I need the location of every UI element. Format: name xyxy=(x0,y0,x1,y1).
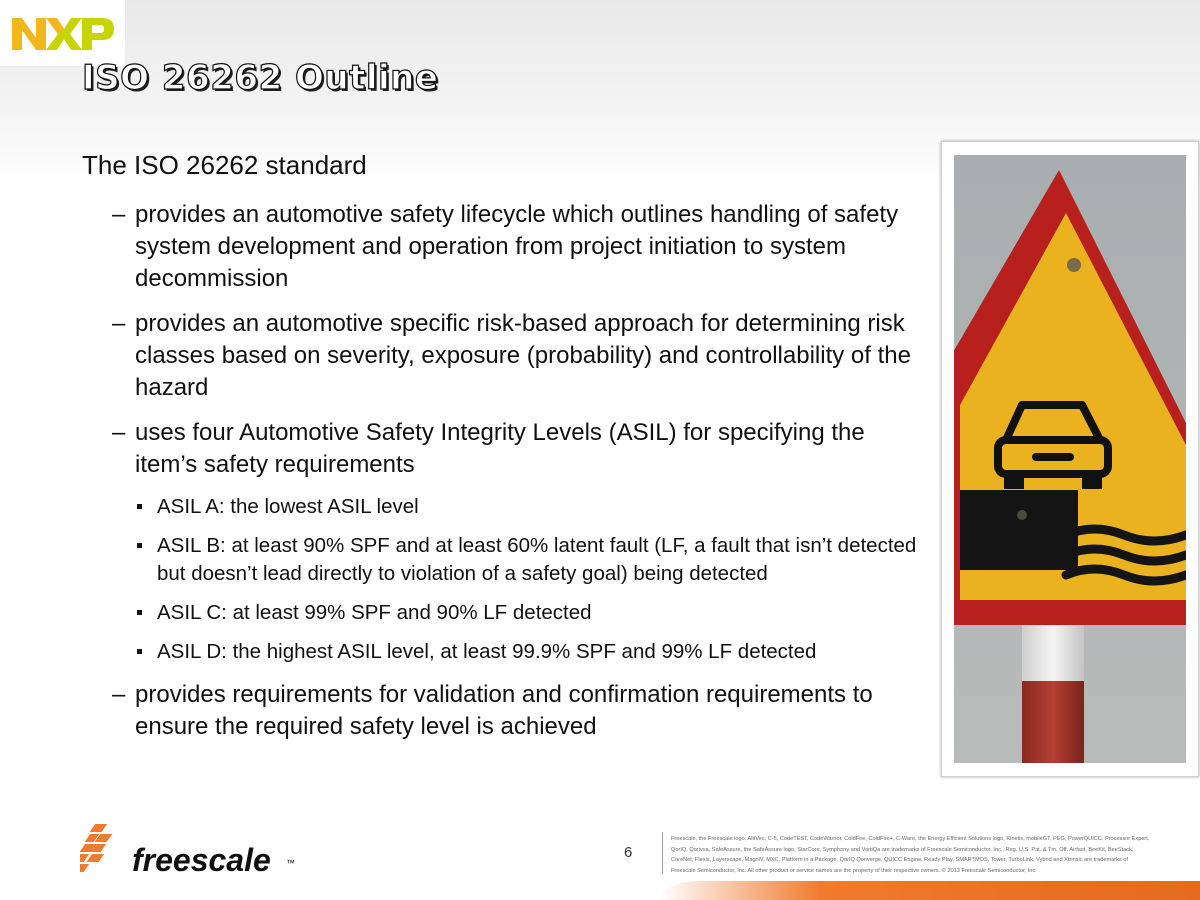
bullet-list xyxy=(82,199,922,743)
bullet-item xyxy=(82,199,922,295)
road-sign-photo xyxy=(941,141,1199,777)
sub-bullet-text: ASIL D: the highest ASIL level, at least 99.9% SPF and 99% LF detected xyxy=(157,640,817,663)
square-bullet-icon xyxy=(137,610,142,615)
bullet-item xyxy=(82,679,922,743)
square-bullet-icon xyxy=(137,543,142,548)
sub-bullet-item xyxy=(135,532,922,588)
sub-bullet-text: ASIL A: the lowest ASIL level xyxy=(157,495,419,518)
slide-title: ISO 26262 Outline xyxy=(82,58,439,98)
dash-marker: – xyxy=(112,419,126,446)
square-bullet-icon xyxy=(137,504,142,509)
slide-body xyxy=(82,150,922,756)
sub-bullet-list xyxy=(135,493,922,666)
dash-marker: – xyxy=(112,201,126,228)
sub-bullet-text: ASIL C: at least 99% SPF and 90% LF detected xyxy=(157,601,592,624)
road-sign-photo-icon xyxy=(954,155,1186,763)
sub-bullet-item xyxy=(135,493,922,521)
nxp-logo xyxy=(0,0,125,66)
bullet-text: uses four Automotive Safety Integrity Levels (ASIL) for specifying the item’s safety requirements xyxy=(135,419,865,478)
freescale-logo-icon xyxy=(80,820,300,878)
bullet-item xyxy=(82,417,922,666)
nxp-logo-icon xyxy=(10,12,116,54)
legal-notice: Freescale, the Freescale logo, AltiVec, C-5, CodeTEST, CodeWarrior, ColdFire, ColdFire+, C-Ware, the Energy Efficient Solutions logo, Kinetis, mobileGT, PEG, PowerQUICC, Processor Expert, QorIQ, Qorivva, SafeAssure, the SafeAssure logo, StarCore, Symphony and VortiQa are trademarks of Freescale Semiconductor, Inc., Reg. U.S. Pat. & Tm. Off. Airfast, BeeKit, BeeStack, CoreNet, Flexis, Layerscape, MagniV, MXC, Platform in a Package, QorIQ Qonverge, QUICC Engine, Ready Play, SMARTMOS, Tower, TurboLink, Vybrid and Xtrinsic are trademarks of Freescale Semiconductor, Inc. All other product or service names are the property of their respective owners. © 2013 Freescale Semiconductor, Inc. xyxy=(671,836,1150,874)
bullet-text: provides an automotive specific risk-based approach for determining risk classes based on severity, exposure (probability) and controllability of the hazard xyxy=(135,310,911,401)
lead-text: The ISO 26262 standard xyxy=(82,150,367,180)
square-bullet-icon xyxy=(137,649,142,654)
sub-bullet-item xyxy=(135,599,922,627)
freescale-logo xyxy=(80,820,300,883)
dash-marker: – xyxy=(112,310,126,337)
footer-divider xyxy=(662,832,663,874)
dash-marker: – xyxy=(112,681,126,708)
orange-swoosh xyxy=(660,881,1200,900)
trademark-mark: ™ xyxy=(286,858,295,868)
bullet-text: provides requirements for validation and confirmation requirements to ensure the required safety level is achieved xyxy=(135,681,873,740)
freescale-wordmark: freescale xyxy=(132,842,271,878)
bullet-item xyxy=(82,308,922,404)
page-number: 6 xyxy=(624,844,633,861)
bullet-text: provides an automotive safety lifecycle which outlines handling of safety system development and operation from project initiation to system decommission xyxy=(135,201,899,292)
sub-bullet-item xyxy=(135,638,922,666)
sub-bullet-text: ASIL B: at least 90% SPF and at least 60% latent fault (LF, a fault that isn’t detected but doesn’t lead directly to violation of a safety goal) being detected xyxy=(157,534,917,585)
